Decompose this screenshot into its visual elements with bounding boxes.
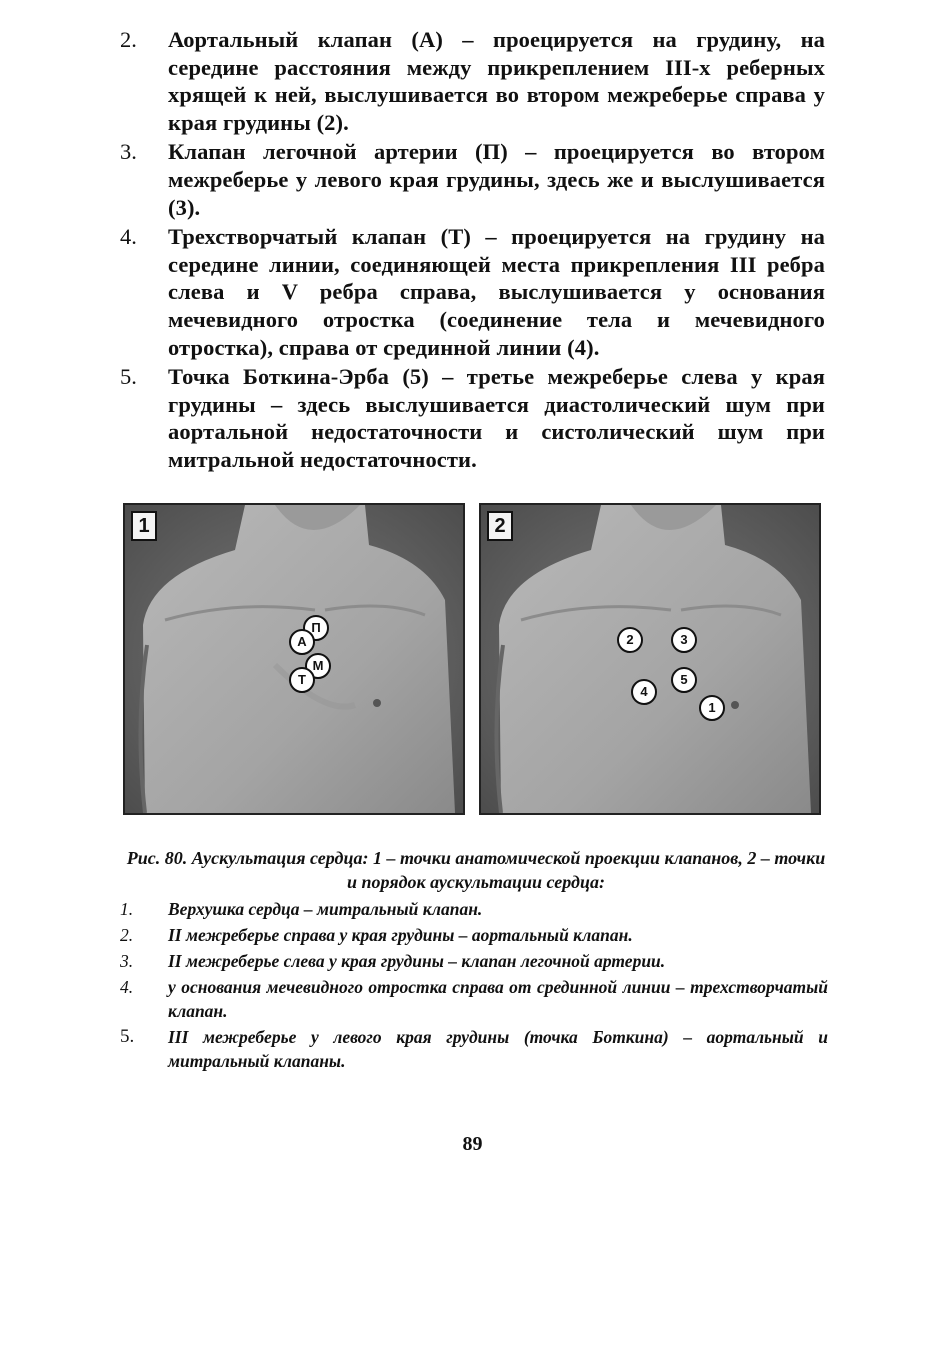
list-item-number: 3. [120, 139, 137, 165]
list-item-number: 2. [120, 27, 137, 52]
caption-list-item [120, 975, 828, 1023]
caption-item-number: 2. [120, 925, 134, 945]
list-item [120, 26, 825, 136]
figure-label: 1 [131, 511, 157, 541]
list-item [120, 363, 825, 473]
auscultation-point-3: 3 [671, 627, 697, 653]
figure-valve-projection [123, 503, 465, 815]
torso-photo-1 [125, 505, 463, 813]
list-item-text: Клапан легочной артерии (П) – проецируется во втором межреберье у левого края грудины, здесь же и выслушивается (3). [168, 139, 825, 220]
auscultation-point-2: 2 [617, 627, 643, 653]
aortic-valve-marker: А [289, 629, 315, 655]
torso-photo-2 [481, 505, 819, 813]
caption-list-item [120, 923, 828, 947]
caption-list-item [120, 1025, 828, 1073]
caption-list-item [120, 949, 828, 973]
valve-description-list [120, 26, 825, 476]
figure-caption: Рис. 80. Аускультация сердца: 1 – точки анатомической проекции клапанов, 2 – точки и порядок аускультации сердца: [126, 848, 826, 892]
list-item-number: 4. [120, 224, 137, 250]
caption-list-item [120, 897, 828, 921]
figure-auscultation-points [479, 503, 821, 815]
figure-label: 2 [487, 511, 513, 541]
caption-item-text: у основания мечевидного отростка справа от срединной линии – трехстворчатый клапан. [168, 977, 828, 1021]
caption-item-text: Верхушка сердца – митральный клапан. [168, 899, 483, 919]
list-item-text: Трехстворчатый клапан (Т) – проецируется на грудину на середине линии, соединяющей места прикрепления III ребра слева и V ребра справа, выслушивается у основания мечевидного отростка (соединение тела и мечевидного отростка), справа от срединной линии (4). [168, 224, 825, 360]
caption-item-text: III межреберье у левого края грудины (точка Боткина) – аортальный и митральный клапаны. [168, 1027, 828, 1071]
tricuspid-valve-marker: Т [289, 667, 315, 693]
list-item [120, 223, 825, 361]
caption-item-number: 4. [120, 977, 134, 997]
page-number: 89 [462, 1133, 483, 1155]
caption-item-number: 3. [120, 951, 134, 971]
figure-row [123, 503, 823, 815]
auscultation-point-5: 5 [671, 667, 697, 693]
auscultation-point-1: 1 [699, 695, 725, 721]
mitral-valve-marker: М [305, 653, 331, 679]
list-item-number: 5. [120, 364, 137, 390]
pulmonary-valve-marker: П [303, 615, 329, 641]
caption-item-text: II межреберье слева у края грудины – клапан легочной артерии. [168, 951, 666, 971]
list-item [120, 138, 825, 221]
caption-item-number: 1. [120, 899, 134, 919]
caption-item-text: II межреберье справа у края грудины – аортальный клапан. [168, 925, 633, 945]
list-item-text: Точка Боткина-Эрба (5) – третье межреберье слева у края грудины – здесь выслушивается диастолический шум при аортальной недостаточности и систолический шум при митральной недостаточности. [168, 364, 825, 472]
caption-list [120, 897, 828, 1075]
list-item-text: Аортальный клапан (А) – проецируется на грудину, на середине расстояния между прикреплением III-х реберных хрящей к ней, выслушивается во втором межреберье справа у края грудины (2). [168, 27, 825, 135]
auscultation-point-4: 4 [631, 679, 657, 705]
caption-item-number: 5. [120, 1026, 135, 1047]
